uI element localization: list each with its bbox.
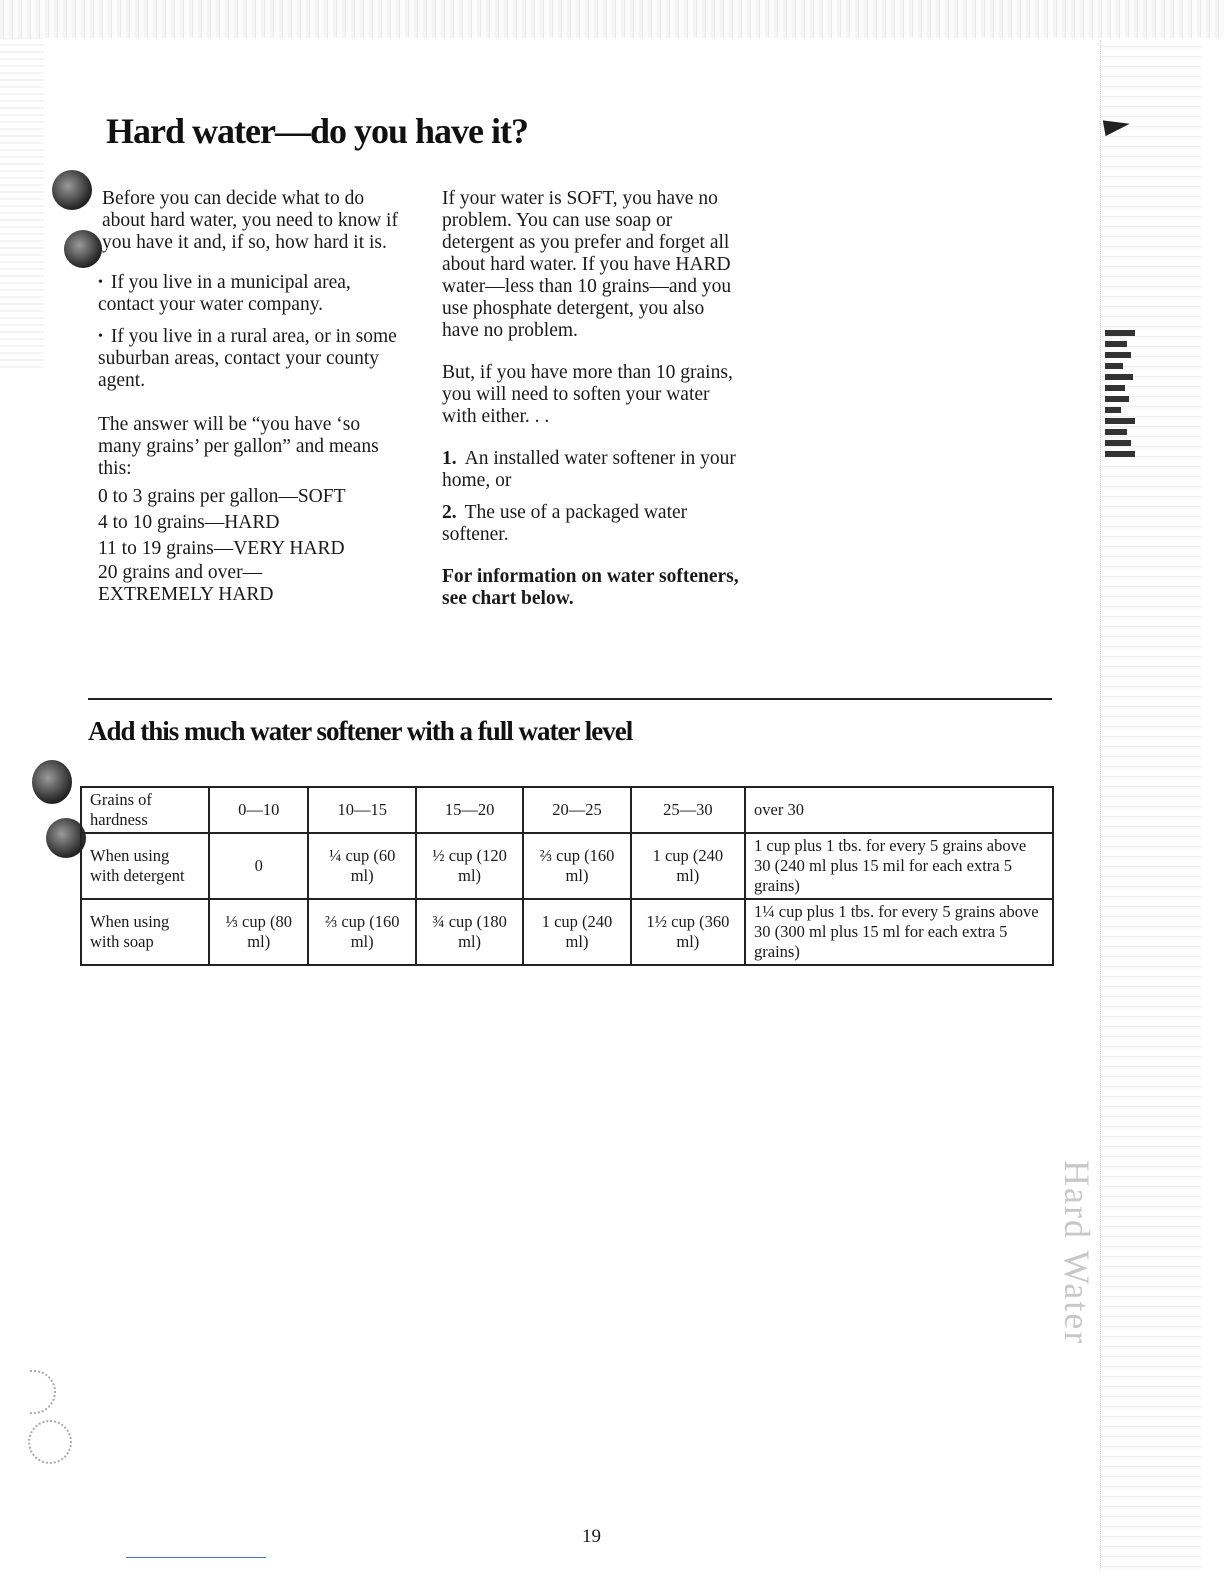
option-text: The use of a packaged water softener. — [442, 502, 688, 545]
option-text: An installed water softener in your home, or — [442, 448, 736, 491]
page-title: Hard water—do you have it? — [106, 111, 528, 151]
scan-top-edge — [0, 0, 1224, 38]
bullet-municipal: • If you live in a municipal area, contact your water company. — [98, 272, 398, 316]
scale-extremely-hard: 20 grains and over— EXTREMELY HARD — [98, 562, 274, 605]
table-cell: 1 cup plus 1 tbs. for every 5 grains above 30 (240 ml plus 15 mil for each extra 5 grains) — [745, 833, 1053, 899]
scale-hard: 4 to 10 grains—HARD — [98, 512, 280, 533]
scale-soft: 0 to 3 grains per gallon—SOFT — [98, 486, 346, 507]
table-cell: ⅔ cup (160 ml) — [523, 833, 630, 899]
table-cell: 10—15 — [308, 787, 415, 833]
table-row — [81, 787, 1053, 833]
table-cell: 1¼ cup plus 1 tbs. for every 5 grains above 30 (300 ml plus 15 ml for each extra 5 grains) — [745, 899, 1053, 965]
option-2 — [442, 502, 742, 546]
strip-marks — [1105, 330, 1139, 462]
table-cell: 1½ cup (360 ml) — [631, 899, 745, 965]
right-column — [442, 188, 742, 630]
row-header: Grains of hardness — [81, 787, 209, 833]
table-cell: 25—30 — [631, 787, 745, 833]
scan-blue-line — [126, 1557, 266, 1558]
punch-ring-icon — [28, 1420, 72, 1464]
section-divider — [88, 698, 1052, 700]
table-cell: 1 cup (240 ml) — [631, 833, 745, 899]
more-than-10-paragraph: But, if you have more than 10 grains, you will need to soften your water with either. . . — [442, 362, 733, 427]
answer-paragraph: The answer will be “you have ‘so many grains’ per gallon” and means this: — [98, 414, 379, 479]
soft-water-paragraph: If your water is SOFT, you have no problem. You can use soap or detergent as you prefer and forget all about hard water. If you have HARD water—less than 10 grains—and you use phosphate detergent, you also have no problem. — [442, 188, 732, 341]
row-header: When using with detergent — [81, 833, 209, 899]
binding-strip — [1100, 40, 1201, 1570]
option-1 — [442, 448, 742, 492]
punch-hole-icon — [64, 230, 102, 268]
table-cell: 0 — [209, 833, 308, 899]
page-number: 19 — [582, 1526, 601, 1547]
left-column — [98, 188, 398, 606]
table-cell: ⅓ cup (80 ml) — [209, 899, 308, 965]
table-cell: over 30 — [745, 787, 1053, 833]
punch-hole-icon — [52, 170, 92, 210]
scale-very-hard: 11 to 19 grains—VERY HARD — [98, 538, 345, 559]
intro-paragraph: Before you can decide what to do about hard water, you need to know if you have it and, if so, how hard it is. — [102, 188, 398, 253]
table-row — [81, 899, 1053, 965]
table-cell: ¾ cup (180 ml) — [416, 899, 523, 965]
bullet-rural: • If you live in a rural area, or in some suburban areas, contact your county agent. — [98, 326, 398, 392]
row-header: When using with soap — [81, 899, 209, 965]
table-cell: 0—10 — [209, 787, 308, 833]
option-number: 2. — [442, 502, 457, 523]
softener-table — [80, 786, 1054, 966]
chart-note: For information on water softeners, see chart below. — [442, 566, 739, 609]
punch-ring-icon — [30, 1370, 56, 1414]
table-title: Add this much water softener with a full water level — [88, 716, 633, 746]
punch-hole-icon — [32, 760, 72, 804]
table-cell: 20—25 — [523, 787, 630, 833]
scan-left-edge — [0, 38, 44, 368]
option-number: 1. — [442, 448, 457, 469]
table-row — [81, 833, 1053, 899]
table-cell: ½ cup (120 ml) — [416, 833, 523, 899]
table-cell: ⅔ cup (160 ml) — [308, 899, 415, 965]
table-cell: 1 cup (240 ml) — [523, 899, 630, 965]
spine-label: Hard Water — [1057, 1160, 1097, 1346]
table-cell: 15—20 — [416, 787, 523, 833]
table-cell: ¼ cup (60 ml) — [308, 833, 415, 899]
